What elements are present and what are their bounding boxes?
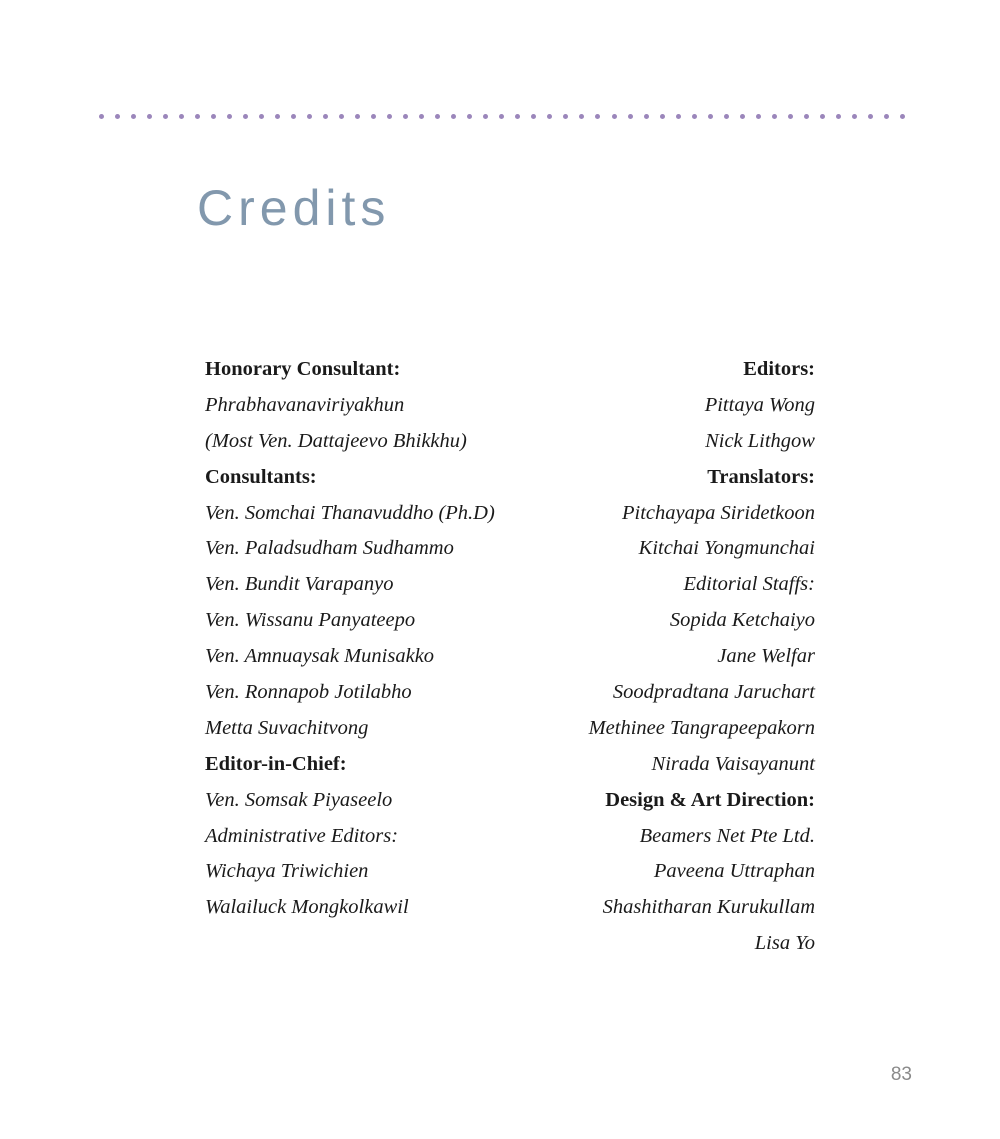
divider-dot <box>579 114 584 119</box>
divider-dot <box>355 114 360 119</box>
divider-dot <box>531 114 536 119</box>
divider-dot <box>307 114 312 119</box>
divider-dot <box>339 114 344 119</box>
divider-dot <box>467 114 472 119</box>
divider-dot <box>291 114 296 119</box>
divider-dot <box>756 114 761 119</box>
divider-dot <box>660 114 665 119</box>
divider-dot <box>628 114 633 119</box>
credit-name: Ven. Amnuaysak Munisakko <box>205 645 435 668</box>
credit-name: Phrabhavanaviriyakhun <box>205 393 405 416</box>
credit-role-heading: Editors: <box>743 358 815 380</box>
divider-dot <box>451 114 456 119</box>
divider-dot <box>900 114 905 119</box>
divider-dot <box>612 114 617 119</box>
divider-dot <box>595 114 600 119</box>
divider-dot <box>403 114 408 119</box>
credit-name: Shashitharan Kurukullam <box>602 896 815 919</box>
divider-dot <box>676 114 681 119</box>
divider-dot <box>179 114 184 119</box>
divider-dot <box>563 114 568 119</box>
credit-role-heading: Design & Art Direction: <box>605 788 815 811</box>
divider-dot <box>131 114 136 119</box>
credit-name: (Most Ven. Dattajeevo Bhikkhu) <box>205 429 467 452</box>
divider-dot <box>227 114 232 119</box>
credit-name: Wichaya Triwichien <box>205 860 369 883</box>
credit-name: Nirada Vaisayanunt <box>651 752 815 775</box>
credit-name: Methinee Tangrapeepakorn <box>588 716 815 739</box>
credit-name: Beamers Net Pte Ltd. <box>639 824 815 847</box>
divider-dot <box>724 114 729 119</box>
divider-dot <box>371 114 376 119</box>
divider-dot <box>772 114 777 119</box>
credit-name: Administrative Editors: <box>205 824 399 847</box>
divider-dot <box>259 114 264 119</box>
divider-dot <box>868 114 873 119</box>
credit-name: Ven. Wissanu Panyateepo <box>205 609 416 632</box>
credit-name: Jane Welfar <box>717 645 815 668</box>
divider-dot <box>243 114 248 119</box>
credit-name: Pittaya Wong <box>704 393 815 416</box>
credit-name: Nick Lithgow <box>705 429 815 452</box>
credit-name: Sopida Ketchaiyo <box>669 609 815 632</box>
divider-dot <box>483 114 488 119</box>
credit-name: Editorial Staffs: <box>683 573 815 596</box>
divider-dot <box>547 114 552 119</box>
divider-dot <box>804 114 809 119</box>
credit-name: Lisa Yo <box>754 932 815 955</box>
divider-dot <box>644 114 649 119</box>
divider-dot <box>195 114 200 119</box>
divider-dot <box>820 114 825 119</box>
divider-dot <box>499 114 504 119</box>
credit-name: Soodpradtana Jaruchart <box>612 681 815 704</box>
divider-dot <box>387 114 392 119</box>
credit-name: Ven. Paladsudham Sudhammo <box>205 537 454 560</box>
credit-name: Ven. Somchai Thanavuddho (Ph.D) <box>205 501 495 524</box>
divider-dot <box>435 114 440 119</box>
divider-dot <box>740 114 745 119</box>
credit-name: Paveena Uttraphan <box>653 860 815 883</box>
credit-role-heading: Consultants: <box>205 465 317 488</box>
credits-right-column <box>395 352 815 962</box>
credit-name: Ven. Somsak Piyaseelo <box>205 788 393 811</box>
divider-dot <box>115 114 120 119</box>
credit-name: Pitchayapa Siridetkoon <box>622 501 815 524</box>
divider-dot <box>836 114 841 119</box>
divider-dot <box>275 114 280 119</box>
divider-dot <box>692 114 697 119</box>
credit-name: Kitchai Yongmunchai <box>638 537 815 560</box>
credit-role-heading: Honorary Consultant: <box>205 358 401 380</box>
divider-dot <box>788 114 793 119</box>
divider-dot <box>99 114 104 119</box>
divider-dot <box>515 114 520 119</box>
dotted-divider <box>99 112 905 120</box>
divider-dot <box>163 114 168 119</box>
page-title: Credits <box>197 180 391 236</box>
credit-name: Walailuck Mongkolkawil <box>205 896 409 919</box>
divider-dot <box>147 114 152 119</box>
divider-dot <box>884 114 889 119</box>
divider-dot <box>419 114 424 119</box>
credit-role-heading: Editor-in-Chief: <box>205 752 347 775</box>
credit-name: Ven. Bundit Varapanyo <box>205 573 394 596</box>
divider-dot <box>852 114 857 119</box>
credit-name: Metta Suvachitvong <box>205 716 369 739</box>
page-number: 83 <box>890 1064 912 1085</box>
divider-dot <box>211 114 216 119</box>
divider-dot <box>708 114 713 119</box>
credit-name: Ven. Ronnapob Jotilabho <box>205 681 412 704</box>
credit-role-heading: Translators: <box>707 465 815 488</box>
divider-dot <box>323 114 328 119</box>
